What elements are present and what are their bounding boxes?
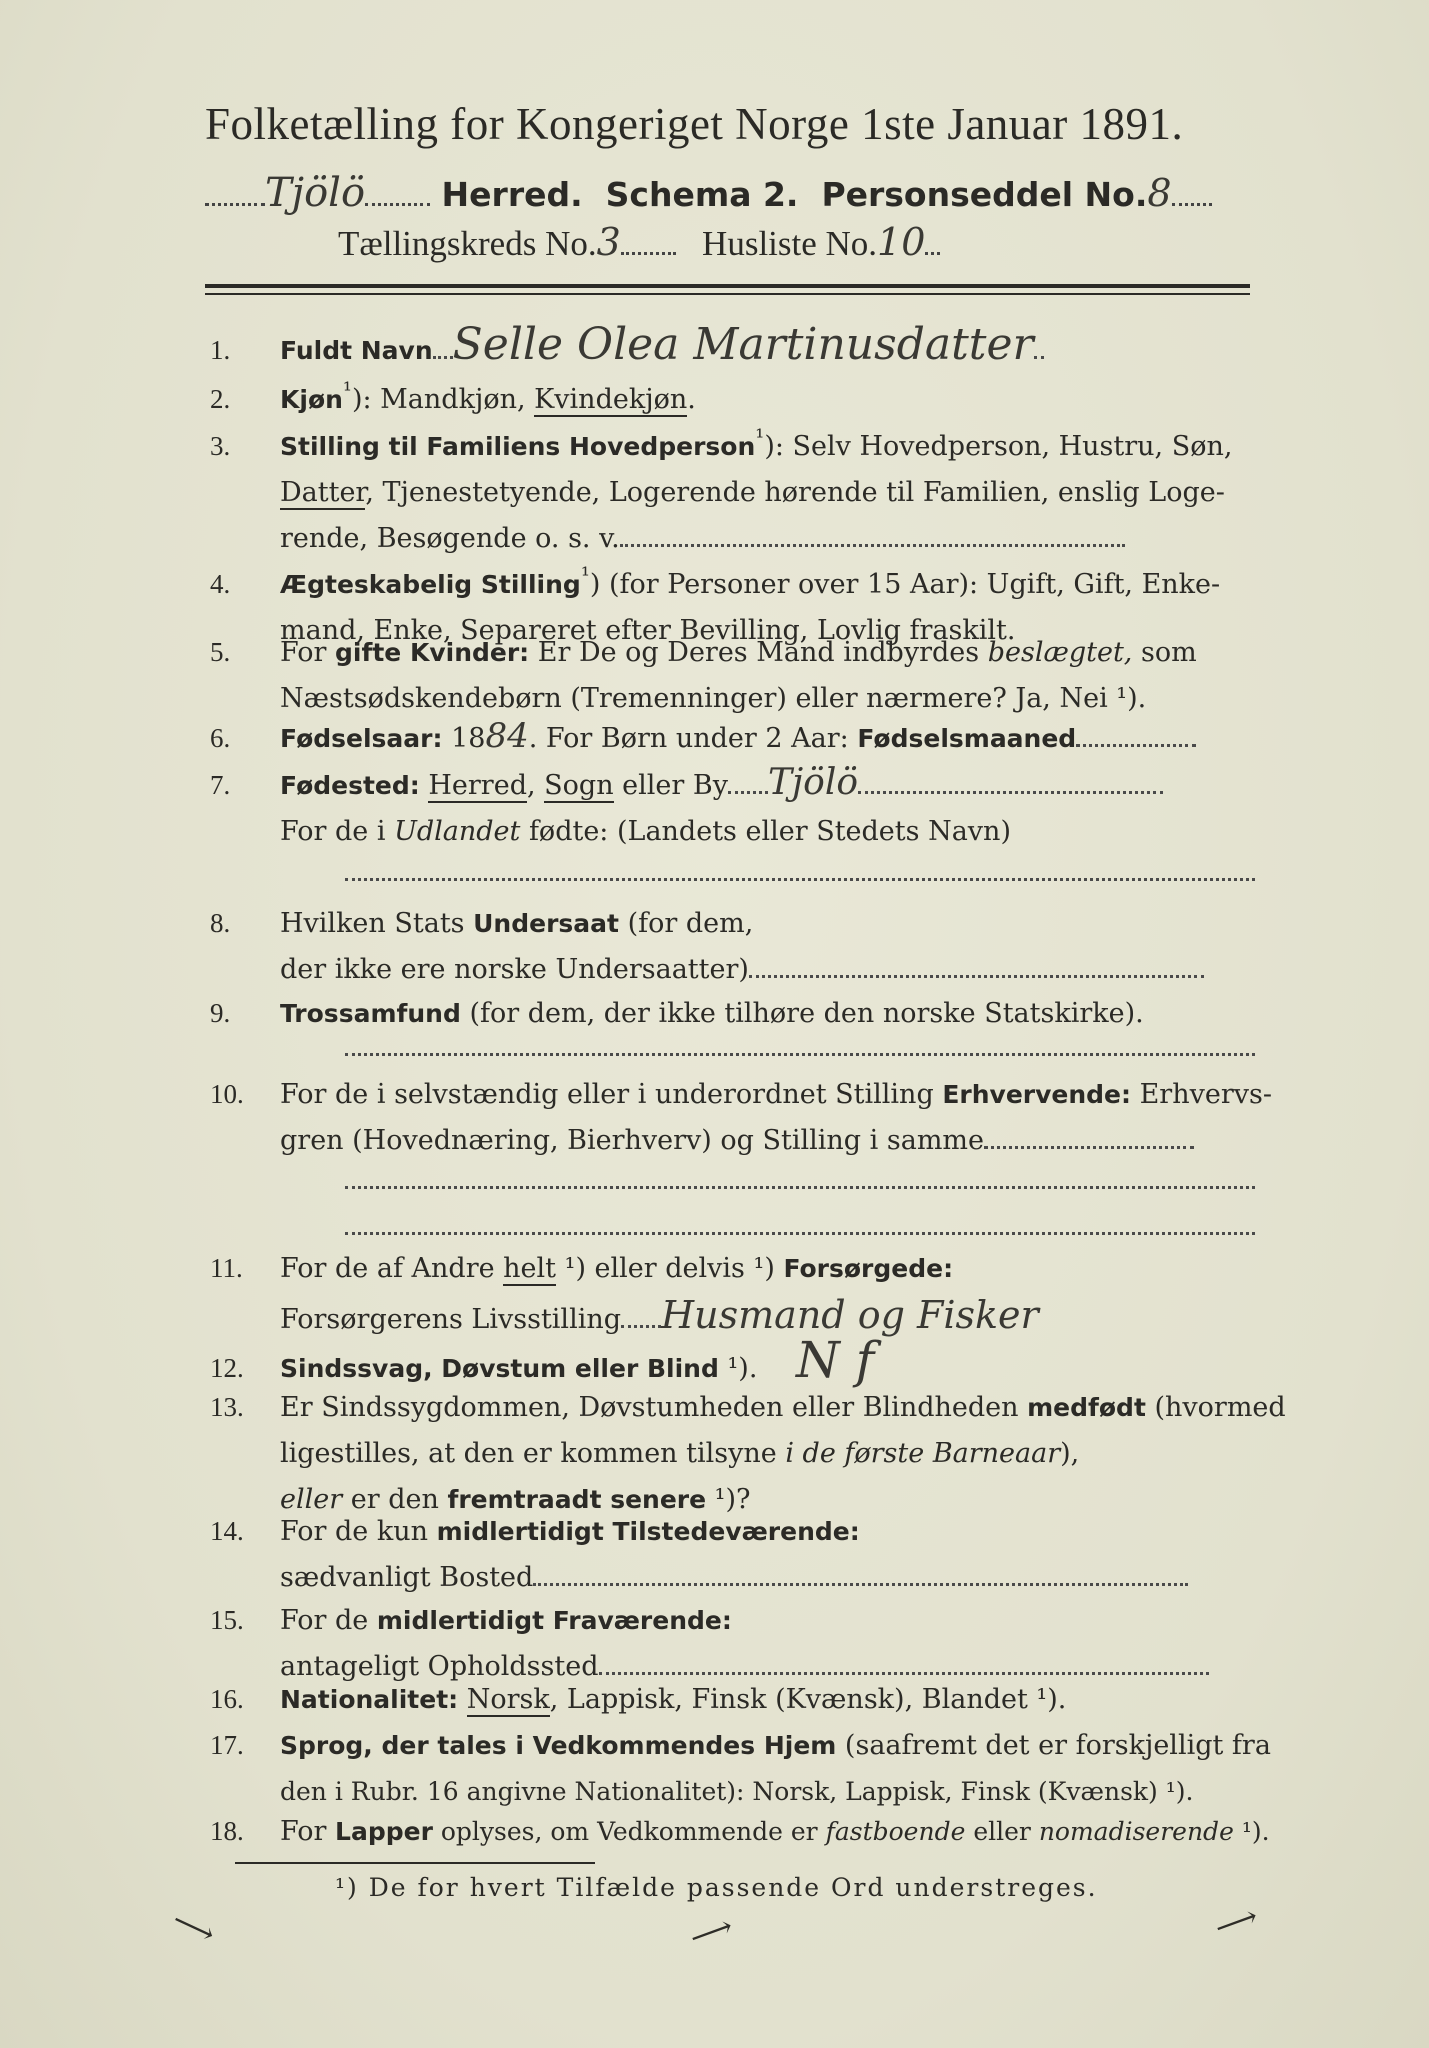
item-label: midlertidigt Tilstedeværende: xyxy=(436,1517,860,1546)
item-text-italic: i de første Barneaar xyxy=(785,1438,1061,1469)
condition-value: N f xyxy=(796,1331,875,1389)
item-text: 18 xyxy=(442,723,486,754)
blank-line xyxy=(345,1168,1255,1189)
underlined-option: Datter xyxy=(280,477,366,508)
item-text: Næstsødskendebørn (Tremenninger) eller nærmere? Ja, Nei ¹). xyxy=(280,683,1147,714)
item-14 xyxy=(210,1508,1260,1601)
item-label: fremtraadt senere xyxy=(447,1485,707,1514)
item-text: ), xyxy=(1060,1438,1080,1469)
item-number: 3. xyxy=(210,431,231,461)
item-text: For de xyxy=(280,1605,377,1636)
item-6 xyxy=(210,713,1260,762)
item-text: (hvormed xyxy=(1145,1392,1286,1423)
item-label: midlertidigt Fraværende: xyxy=(376,1606,732,1635)
item-text-italic: beslægtet, xyxy=(987,637,1133,668)
item-text: . xyxy=(687,384,696,415)
item-text: (for dem, der ikke tilhøre den norske Statskirke). xyxy=(460,998,1144,1029)
item-10 xyxy=(210,1071,1272,1164)
form-title: Folketælling for Kongeriget Norge 1ste Januar 1891. xyxy=(205,99,1184,149)
item-number: 11. xyxy=(210,1253,243,1283)
item-text: (saafremt det er forskjelligt fra xyxy=(836,1730,1271,1761)
item-label: Fødselsmaaned xyxy=(857,724,1077,753)
item-number: 4. xyxy=(210,569,231,599)
item-text: der ikke ere norske Undersaatter) xyxy=(280,954,749,985)
item-11 xyxy=(210,1245,1260,1343)
kreds-value: 3 xyxy=(596,220,621,264)
item-text: Er Sindssygdommen, Døvstumheden eller Blindheden xyxy=(280,1392,1028,1423)
item-label: Sindssvag, Døvstum eller Blind xyxy=(280,1354,719,1383)
header-divider xyxy=(205,284,1250,288)
underlined-option: helt xyxy=(503,1253,557,1284)
item-number: 8. xyxy=(210,908,231,938)
footnote: ¹) De for hvert Tilfælde passende Ord understreges. xyxy=(335,1873,1098,1902)
item-text: eller By xyxy=(613,770,728,801)
item-text-italic: Udlandet xyxy=(394,816,521,847)
item-label: Erhvervende: xyxy=(942,1080,1132,1109)
item-number: 17. xyxy=(210,1730,244,1760)
footnote-ref: ¹ xyxy=(755,425,765,451)
schema-label: Schema 2. xyxy=(605,175,799,214)
header-line-herred xyxy=(205,170,1212,216)
item-text-italic: eller xyxy=(280,1484,343,1515)
item-text: ligestilles, at den er kommen tilsyne xyxy=(280,1438,786,1469)
item-13 xyxy=(210,1384,1286,1523)
item-text: Hvilken Stats xyxy=(280,908,474,939)
underlined-option: Norsk xyxy=(466,1684,550,1715)
item-text: Erhvervs- xyxy=(1131,1079,1272,1110)
provider-occupation-value: Husmand og Fisker xyxy=(661,1293,1039,1337)
herred-value: Tjölö xyxy=(265,170,366,216)
item-label: Trossamfund xyxy=(280,999,461,1028)
item-label: Forsørgede: xyxy=(783,1254,954,1283)
item-8 xyxy=(210,900,1260,993)
item-label: Ægteskabelig Stilling xyxy=(280,570,581,599)
item-text: ¹) eller delvis ¹) xyxy=(556,1253,784,1284)
item-18 xyxy=(210,1808,1270,1855)
item-text: (for dem, xyxy=(618,908,754,939)
item-text: som xyxy=(1132,637,1197,668)
underlined-option: Herred xyxy=(428,770,527,801)
blank-line xyxy=(345,860,1255,881)
item-text: For de i selvstændig eller i underordnet Stilling xyxy=(280,1079,943,1110)
item-text: sædvanligt Bosted xyxy=(280,1562,534,1593)
item-label: Fuldt Navn xyxy=(280,336,433,365)
item-16 xyxy=(210,1676,1260,1723)
item-label: Kjøn xyxy=(280,385,343,414)
item-number: 12. xyxy=(210,1353,244,1383)
item-label: Nationalitet: xyxy=(280,1685,459,1714)
item-label: medfødt xyxy=(1027,1393,1146,1422)
pencil-mark: ⟶ xyxy=(1210,1898,1263,1947)
item-text: For de kun xyxy=(280,1516,437,1547)
item-text: oplyses, om Vedkommende er xyxy=(432,1817,826,1846)
item-number: 16. xyxy=(210,1684,244,1714)
underlined-option: Sogn xyxy=(544,770,614,801)
item-text: For de af Andre xyxy=(280,1253,504,1284)
kreds-label: Tællingskreds No. xyxy=(338,224,597,263)
item-text-italic: fastboende xyxy=(825,1817,966,1846)
header-line-kreds xyxy=(338,220,940,264)
item-text-italic: nomadiserende xyxy=(1038,1817,1234,1846)
item-text: antageligt Opholdssted xyxy=(280,1651,599,1682)
item-text: , Lappisk, Finsk (Kvænsk), Blandet ¹). xyxy=(549,1684,1067,1715)
underlined-option: Kvindekjøn xyxy=(534,384,688,415)
item-text: , Tjenestetyende, Logerende hørende til Familien, enslig Loge- xyxy=(365,477,1225,508)
item-label: Fødested: xyxy=(280,771,420,800)
husliste-value: 10 xyxy=(877,220,926,264)
blank-line xyxy=(345,1214,1255,1235)
personseddel-value: 8 xyxy=(1147,171,1172,215)
item-number: 7. xyxy=(210,770,231,800)
birth-year-value: 84 xyxy=(485,716,529,756)
item-17 xyxy=(210,1722,1271,1815)
full-name-value: Selle Olea Martinusdatter xyxy=(452,319,1034,370)
item-text: ): Mandkjøn, xyxy=(351,384,535,415)
footnote-ref: ¹ xyxy=(342,378,352,404)
pencil-mark: ⟶ xyxy=(166,1902,221,1953)
footnote-divider xyxy=(235,1862,595,1864)
item-text: den i Rubr. 16 angivne Nationalitet): Norsk, Lappisk, Finsk (Kvænsk) ¹). xyxy=(280,1777,1194,1806)
item-text: ): Selv Hovedperson, Hustru, Søn, xyxy=(764,431,1233,462)
footnote-ref: ¹ xyxy=(580,563,590,589)
item-number: 10. xyxy=(210,1079,244,1109)
item-text: For xyxy=(280,637,336,668)
item-text: rende, Besøgende o. s. v. xyxy=(280,523,620,554)
item-text: ¹)? xyxy=(706,1484,751,1515)
item-number: 2. xyxy=(210,384,231,414)
husliste-label: Husliste No. xyxy=(702,224,878,263)
item-text: gren (Hovednæring, Bierhverv) og Stilling i samme xyxy=(280,1125,985,1156)
item-label: Fødselsaar: xyxy=(280,724,443,753)
birthplace-value: Tjölö xyxy=(768,762,859,803)
item-9 xyxy=(210,990,1260,1037)
item-5 xyxy=(210,629,1260,722)
item-text: For xyxy=(280,1816,336,1847)
item-number: 18. xyxy=(210,1816,244,1846)
item-number: 14. xyxy=(210,1516,244,1546)
item-text: Forsørgerens Livsstilling xyxy=(280,1304,622,1335)
item-text: eller xyxy=(965,1817,1039,1846)
item-text: ¹). xyxy=(1233,1817,1270,1846)
item-text: ¹). xyxy=(718,1353,758,1384)
blank-line xyxy=(345,1035,1255,1056)
item-7 xyxy=(210,760,1260,855)
header-divider-thin xyxy=(205,293,1250,295)
item-number: 6. xyxy=(210,723,231,753)
pencil-mark: ⟶ xyxy=(685,1908,738,1957)
item-text: ) (for Personer over 15 Aar): Ugift, Gift, Enke- xyxy=(589,569,1221,600)
item-label: Sprog, der tales i Vedkommendes Hjem xyxy=(280,1731,837,1760)
item-label: Stilling til Familiens Hovedperson xyxy=(280,432,756,461)
herred-label: Herred. xyxy=(441,175,583,214)
personseddel-label: Personseddel No. xyxy=(821,175,1148,214)
item-text: For de i xyxy=(280,816,395,847)
item-text: , xyxy=(526,770,545,801)
item-3 xyxy=(210,415,1260,562)
item-label: Lapper xyxy=(335,1817,433,1846)
item-text: Er De og Deres Mand indbyrdes xyxy=(529,637,988,668)
item-label: gifte Kvinder: xyxy=(335,638,530,667)
item-number: 13. xyxy=(210,1392,244,1422)
item-number: 1. xyxy=(210,335,231,365)
item-text: mand, Enke, Separeret efter Bevilling, Lovlig fraskilt. xyxy=(280,615,1016,646)
item-label: Undersaat xyxy=(473,909,619,938)
item-1 xyxy=(210,319,1260,374)
item-text: er den xyxy=(342,1484,448,1515)
item-text: fødte: (Landets eller Stedets Navn) xyxy=(520,816,1011,847)
item-number: 5. xyxy=(210,637,231,667)
item-number: 15. xyxy=(210,1605,244,1635)
item-number: 9. xyxy=(210,998,231,1028)
item-text: . For Børn under 2 Aar: xyxy=(528,723,858,754)
